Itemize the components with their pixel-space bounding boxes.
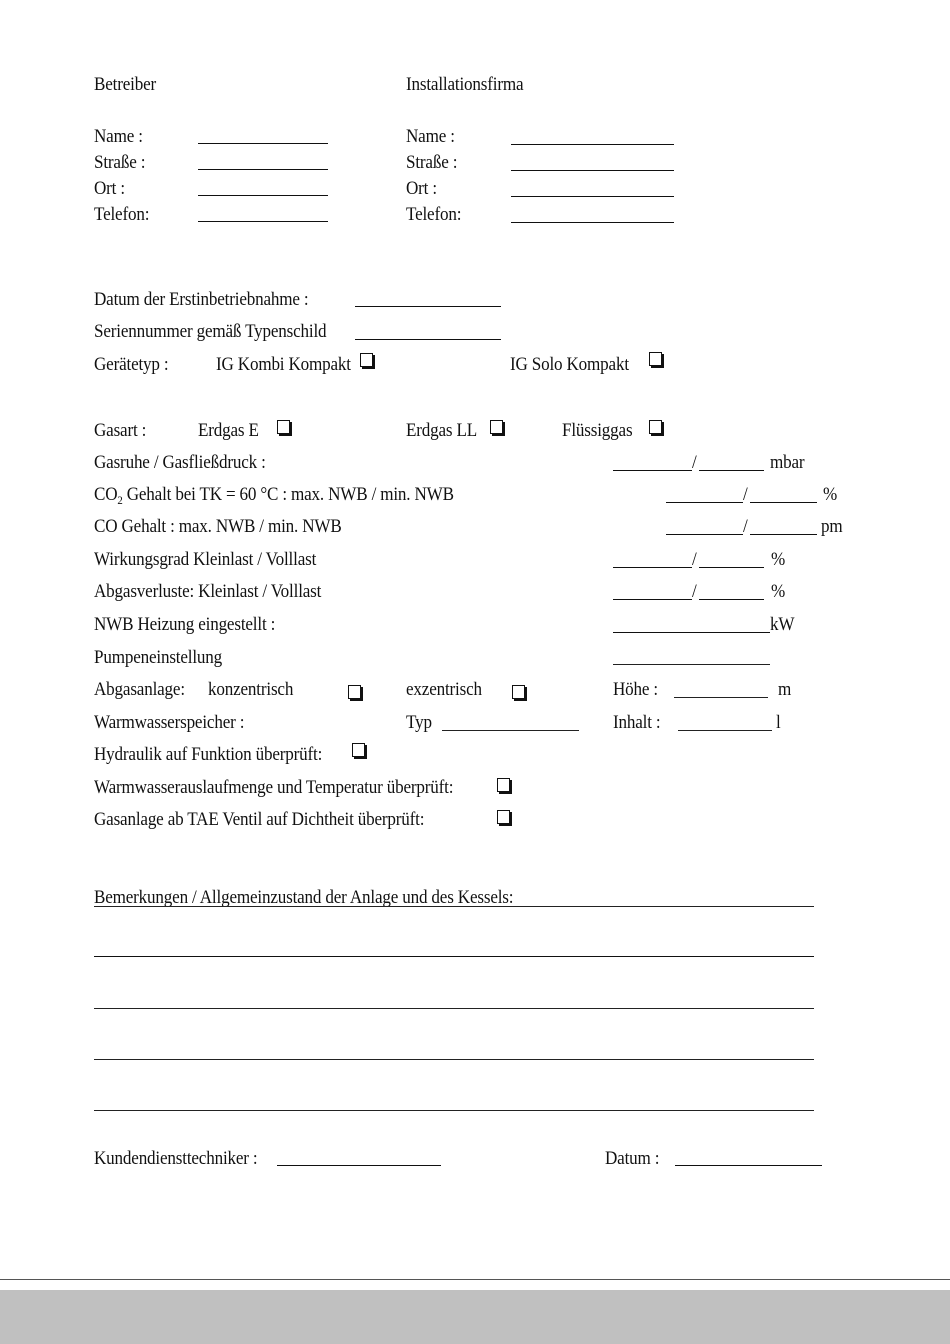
flue-loss-full-field[interactable] xyxy=(699,599,764,600)
gas-type-ll-checkbox[interactable] xyxy=(490,420,503,434)
operator-phone-field[interactable] xyxy=(198,221,328,222)
flue-system-label: Abgasanlage: xyxy=(94,679,185,700)
flue-concentric-label: konzentrisch xyxy=(208,679,294,700)
hydraulics-check-checkbox[interactable] xyxy=(352,743,365,757)
efficiency-unit: % xyxy=(771,549,786,570)
signoff-date-field[interactable] xyxy=(675,1165,822,1166)
gas-leak-check-checkbox[interactable] xyxy=(497,810,510,824)
heating-output-field[interactable] xyxy=(613,632,770,633)
storage-volume-label: Inhalt : xyxy=(613,712,661,733)
heating-output-label: NWB Heizung eingestellt : xyxy=(94,614,276,635)
hydraulics-check-label: Hydraulik auf Funktion überprüft: xyxy=(94,744,323,765)
gas-pressure-static-field[interactable] xyxy=(613,470,692,471)
storage-volume-field[interactable] xyxy=(678,730,772,731)
flue-eccentric-label: exzentrisch xyxy=(406,679,482,700)
gas-type-e-label: Erdgas E xyxy=(198,420,259,441)
storage-volume-unit: l xyxy=(776,712,781,733)
technician-label: Kundendiensttechniker : xyxy=(94,1148,258,1169)
footer-band xyxy=(0,1290,950,1344)
remarks-line[interactable] xyxy=(94,1059,814,1060)
flue-eccentric-checkbox[interactable] xyxy=(512,685,525,699)
remarks-line[interactable] xyxy=(94,906,814,907)
storage-label: Warmwasserspeicher : xyxy=(94,712,245,733)
remarks-line[interactable] xyxy=(94,1110,814,1111)
efficiency-label: Wirkungsgrad Kleinlast / Volllast xyxy=(94,549,317,570)
flue-concentric-checkbox[interactable] xyxy=(348,685,361,699)
gas-pressure-label: Gasruhe / Gasfließdruck : xyxy=(94,452,266,473)
gas-pressure-flow-field[interactable] xyxy=(699,470,764,471)
gas-type-label: Gasart : xyxy=(94,420,147,441)
co-unit: pm xyxy=(821,516,843,537)
flue-loss-unit: % xyxy=(771,581,786,602)
hot-water-check-label: Warmwasserauslaufmenge und Temperatur überprüft: xyxy=(94,777,454,798)
co2-max-field[interactable] xyxy=(666,502,743,503)
co-max-field[interactable] xyxy=(666,534,743,535)
device-type-solo-checkbox[interactable] xyxy=(649,352,662,366)
efficiency-separator: / xyxy=(692,549,697,570)
gas-pressure-unit: mbar xyxy=(770,452,805,473)
gas-type-ll-label: Erdgas LL xyxy=(406,420,478,441)
efficiency-low-field[interactable] xyxy=(613,567,692,568)
storage-type-field[interactable] xyxy=(442,730,579,731)
co2-separator: / xyxy=(743,484,748,505)
flue-height-unit: m xyxy=(778,679,792,700)
serial-number-label: Seriennummer gemäß Typenschild xyxy=(94,321,327,342)
gas-type-lpg-checkbox[interactable] xyxy=(649,420,662,434)
gas-leak-check-label: Gasanlage ab TAE Ventil auf Dichtheit überprüft: xyxy=(94,809,425,830)
operator-street-label: Straße : xyxy=(94,152,146,173)
operator-phone-label: Telefon: xyxy=(94,204,150,225)
remarks-line[interactable] xyxy=(94,956,814,957)
pump-setting-field[interactable] xyxy=(613,664,770,665)
operator-name-label: Name : xyxy=(94,126,143,147)
remarks-line[interactable] xyxy=(94,1008,814,1009)
hot-water-check-checkbox[interactable] xyxy=(497,778,510,792)
co-separator: / xyxy=(743,516,748,537)
installer-street-field[interactable] xyxy=(511,170,674,171)
flue-loss-label: Abgasverluste: Kleinlast / Volllast xyxy=(94,581,322,602)
gas-pressure-separator: / xyxy=(692,452,697,473)
co2-unit: % xyxy=(823,484,838,505)
operator-city-field[interactable] xyxy=(198,195,328,196)
serial-number-field[interactable] xyxy=(355,339,501,340)
pump-setting-label: Pumpeneinstellung xyxy=(94,647,223,668)
flue-height-field[interactable] xyxy=(674,697,768,698)
operator-name-field[interactable] xyxy=(198,143,328,144)
signoff-date-label: Datum : xyxy=(605,1148,660,1169)
device-type-label: Gerätetyp : xyxy=(94,354,169,375)
gas-type-lpg-label: Flüssiggas xyxy=(562,420,633,441)
operator-city-label: Ort : xyxy=(94,178,125,199)
flue-loss-low-field[interactable] xyxy=(613,599,692,600)
commissioning-date-field[interactable] xyxy=(355,306,501,307)
operator-street-field[interactable] xyxy=(198,169,328,170)
remarks-heading: Bemerkungen / Allgemeinzustand der Anlage und des Kessels: xyxy=(94,887,514,908)
heating-output-unit: kW xyxy=(770,614,795,635)
installer-phone-field[interactable] xyxy=(511,222,674,223)
co-label: CO Gehalt : max. NWB / min. NWB xyxy=(94,516,342,537)
installer-heading: Installationsfirma xyxy=(406,74,524,95)
installer-name-label: Name : xyxy=(406,126,455,147)
co2-min-field[interactable] xyxy=(750,502,817,503)
co2-label: $CO_2$ Gehalt bei TK = 60 °C : max. NWB / min. NWB xyxy=(94,484,454,507)
footer-rule xyxy=(0,1279,950,1280)
storage-type-label: Typ xyxy=(406,712,432,733)
flue-height-label: Höhe : xyxy=(613,679,658,700)
operator-heading: Betreiber xyxy=(94,74,157,95)
installer-city-field[interactable] xyxy=(511,196,674,197)
installer-phone-label: Telefon: xyxy=(406,204,462,225)
device-type-solo-label: IG Solo Kompakt xyxy=(510,354,629,375)
device-type-kombi-checkbox[interactable] xyxy=(360,353,373,367)
commissioning-date-label: Datum der Erstinbetriebnahme : xyxy=(94,289,309,310)
installer-name-field[interactable] xyxy=(511,144,674,145)
gas-type-e-checkbox[interactable] xyxy=(277,420,290,434)
efficiency-full-field[interactable] xyxy=(699,567,764,568)
flue-loss-separator: / xyxy=(692,581,697,602)
installer-street-label: Straße : xyxy=(406,152,458,173)
installer-city-label: Ort : xyxy=(406,178,437,199)
technician-field[interactable] xyxy=(277,1165,441,1166)
co-min-field[interactable] xyxy=(750,534,817,535)
device-type-kombi-label: IG Kombi Kompakt xyxy=(216,354,351,375)
